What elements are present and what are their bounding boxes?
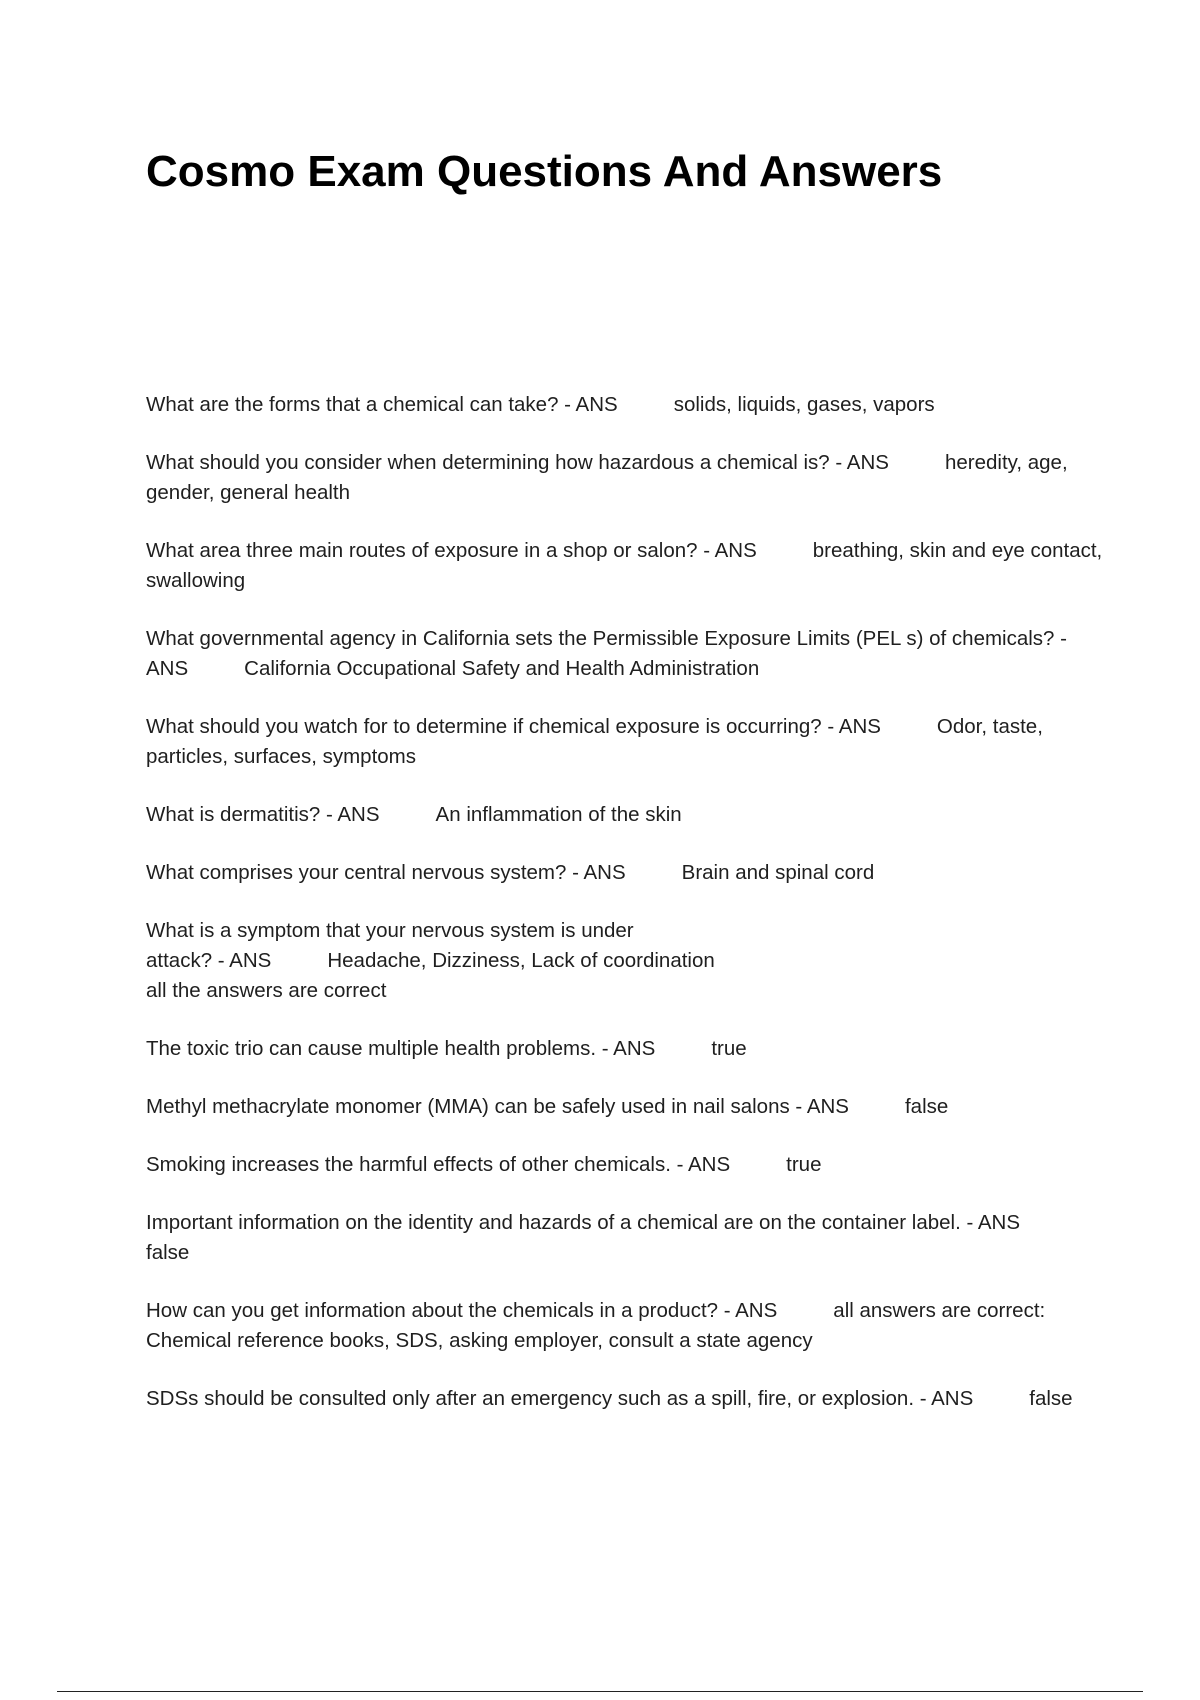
question-text: Methyl methacrylate monomer (MMA) can be safely used in nail salons - ANS	[146, 1095, 849, 1118]
qa-item	[146, 624, 1106, 684]
qa-item	[146, 712, 1106, 772]
answer-text: true	[786, 1153, 822, 1176]
answer-text: breathing, skin and eye contact, swallowing	[146, 539, 1103, 592]
answer-text: California Occupational Safety and Health Administration	[244, 657, 760, 680]
page-title: Cosmo Exam Questions And Answers	[146, 147, 943, 196]
question-text: What comprises your central nervous system? - ANS	[146, 861, 626, 884]
question-text: How can you get information about the chemicals in a product? - ANS	[146, 1299, 778, 1322]
qa-item	[146, 1034, 1106, 1064]
qa-item	[146, 390, 1106, 420]
qa-item	[146, 1208, 1106, 1268]
answer-text: all answers are correct: Chemical reference books, SDS, asking employer, consult a state agency	[146, 1299, 1046, 1352]
question-text: Smoking increases the harmful effects of other chemicals. - ANS	[146, 1153, 731, 1176]
qa-item	[146, 1150, 1106, 1180]
answer-text: true	[711, 1037, 747, 1060]
answer-note: all the answers are correct	[146, 979, 387, 1002]
question-text: What governmental agency in California sets the Permissible Exposure Limits (PEL s) of chemicals? - ANS	[146, 627, 1067, 680]
question-text: What area three main routes of exposure in a shop or salon? - ANS	[146, 539, 757, 562]
question-text: Important information on the identity and hazards of a chemical are on the container label. - ANS	[146, 1211, 1021, 1234]
qa-item	[146, 1384, 1106, 1414]
answer-text: false	[904, 1095, 949, 1118]
qa-item	[146, 916, 1106, 1006]
question-text: SDSs should be consulted only after an emergency such as a spill, fire, or explosion. - ANS	[146, 1387, 974, 1410]
qa-item	[146, 448, 1106, 508]
qa-item	[146, 1092, 1106, 1122]
question-text: What should you watch for to determine if chemical exposure is occurring? - ANS	[146, 715, 881, 738]
answer-text: Odor, taste, particles, surfaces, symptoms	[146, 715, 1043, 768]
qa-item	[146, 800, 1106, 830]
answer-text: An inflammation of the skin	[435, 803, 682, 826]
answer-text: heredity, age, gender, general health	[146, 451, 1068, 504]
question-text-line-1: What is a symptom that your nervous system is under	[146, 919, 634, 942]
qa-item	[146, 1296, 1106, 1356]
qa-item	[146, 858, 1106, 888]
question-text: What should you consider when determining how hazardous a chemical is? - ANS	[146, 451, 889, 474]
qa-item	[146, 536, 1106, 596]
question-text: What is dermatitis? - ANS	[146, 803, 380, 826]
footer-divider	[57, 1691, 1143, 1692]
answer-text: false	[146, 1241, 190, 1264]
qa-list	[146, 390, 1106, 1442]
question-text-line-2: attack? - ANS	[146, 949, 272, 972]
answer-text: solids, liquids, gases, vapors	[673, 393, 935, 416]
answer-text: Brain and spinal cord	[681, 861, 875, 884]
question-text: What are the forms that a chemical can take? - ANS	[146, 393, 618, 416]
answer-text: false	[1029, 1387, 1073, 1410]
question-answer-line	[146, 946, 1106, 976]
question-text: The toxic trio can cause multiple health problems. - ANS	[146, 1037, 656, 1060]
answer-text: Headache, Dizziness, Lack of coordination	[327, 949, 715, 972]
